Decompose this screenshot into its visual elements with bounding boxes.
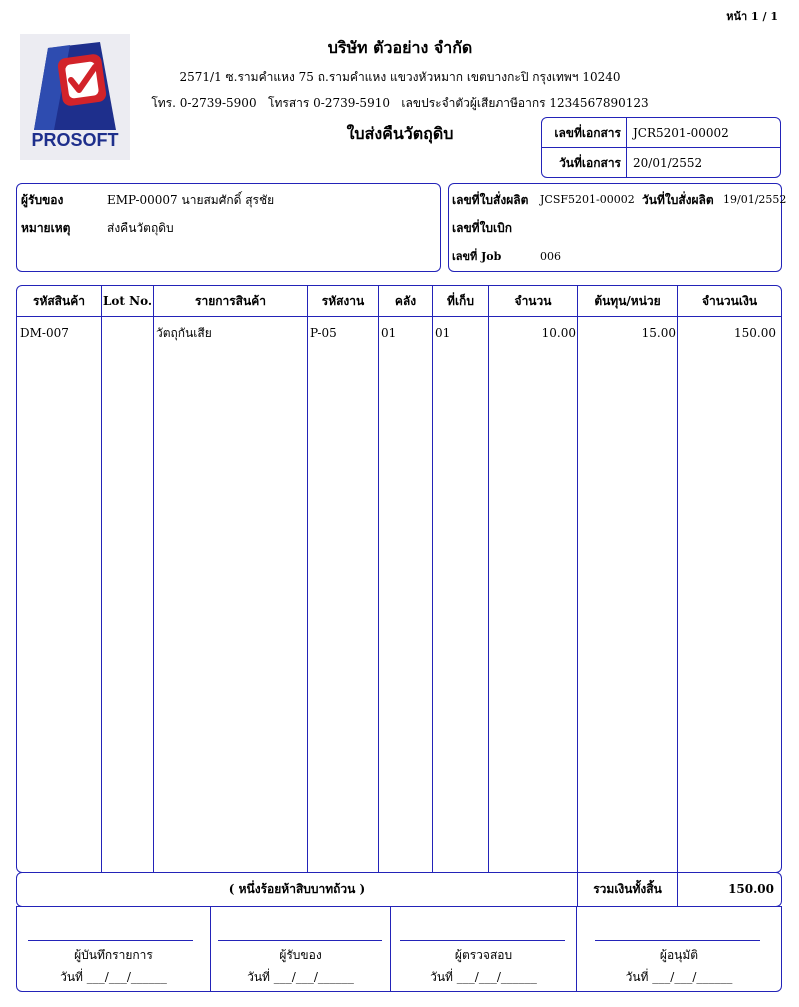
order-no-value: JCSF5201-00002 [540,193,635,206]
signature-inspector-date: วันที่ ___/___/______ [430,970,537,984]
signature-approver-date: วันที่ ___/___/______ [625,970,733,984]
signature-receiver-date: วันที่ ___/___/______ [247,970,354,984]
order-date-label: วันที่ใบสั่งผลิต [642,193,714,207]
company-contact: โทร. 0-2739-5900 โทรสาร 0-2739-5910 เลขประจำตัวผู้เสียภาษีอากร 1234567890123 [151,96,649,110]
table-cell-product-code: DM-007 [20,326,69,340]
header-amount: จำนวนเงิน [701,294,758,308]
amount-in-words: ( หนึ่งร้อยห้าสิบบาทถ้วน ) [228,882,366,896]
signature-approver-role: ผู้อนุมัติ [659,948,699,962]
table-cell-item-description: วัตถุกันเสีย [156,326,212,340]
receiver-label: ผู้รับของ [21,193,64,207]
table-cell-job-code: P-05 [310,326,337,340]
requisition-label: เลขที่ใบเบิก [452,221,513,235]
job-value: 006 [540,250,561,263]
header-lot-no: Lot No. [102,294,153,308]
company-name: บริษัท ตัวอย่าง จำกัด [327,38,473,57]
table-cell-location: 01 [435,326,451,340]
receiver-value: EMP-00007 นายสมศักดิ์ สุรชัย [107,193,275,207]
doc-no-value: JCR5201-00002 [633,126,729,140]
table-cell-amount: 150.00 [734,326,776,340]
header-product-code: รหัสสินค้า [33,294,85,308]
prosoft-logo [20,34,130,160]
header-quantity: จำนวน [514,294,552,308]
signature-receiver-role: ผู้รับของ [279,948,322,962]
note-label: หมายเหตุ [21,221,71,235]
table-cell-quantity: 10.00 [541,326,576,340]
grand-total-value: 150.00 [728,882,774,896]
logo-wordmark: PROSOFT [31,130,119,150]
header-location: ที่เก็บ [447,294,474,308]
doc-no-label: เลขที่เอกสาร [554,126,621,140]
doc-date-value: 20/01/2552 [633,156,703,170]
page-number: หน้า 1 / 1 [726,10,778,23]
header-warehouse: คลัง [394,294,417,308]
doc-date-label: วันที่เอกสาร [559,156,621,170]
header-item-description: รายการสินค้า [195,294,266,308]
table-cell-unit-cost: 15.00 [641,326,676,340]
header-unit-cost: ต้นทุน/หน่วย [594,294,661,308]
grand-total-label: รวมเงินทั้งสิ้น [593,882,662,896]
order-no-label: เลขที่ใบสั่งผลิต [452,193,529,207]
signature-recorder-role: ผู้บันทึกรายการ [74,948,153,962]
company-address: 2571/1 ซ.รามคำแหง 75 ถ.รามคำแหง แขวงหัวหมาก เขตบางกะปิ กรุงเทพฯ 10240 [179,70,621,84]
note-value: ส่งคืนวัตถุดิบ [107,221,174,235]
document-title: ใบส่งคืนวัตถุดิบ [346,124,454,143]
signature-recorder-date: วันที่ ___/___/______ [60,970,167,984]
items-table [16,285,782,873]
signature-inspector-role: ผู้ตรวจสอบ [454,948,513,962]
table-cell-warehouse: 01 [381,326,397,340]
job-label: เลขที่ Job [452,250,502,263]
order-date-value: 19/01/2552 [723,193,787,206]
header-job-code: รหัสงาน [321,294,365,308]
